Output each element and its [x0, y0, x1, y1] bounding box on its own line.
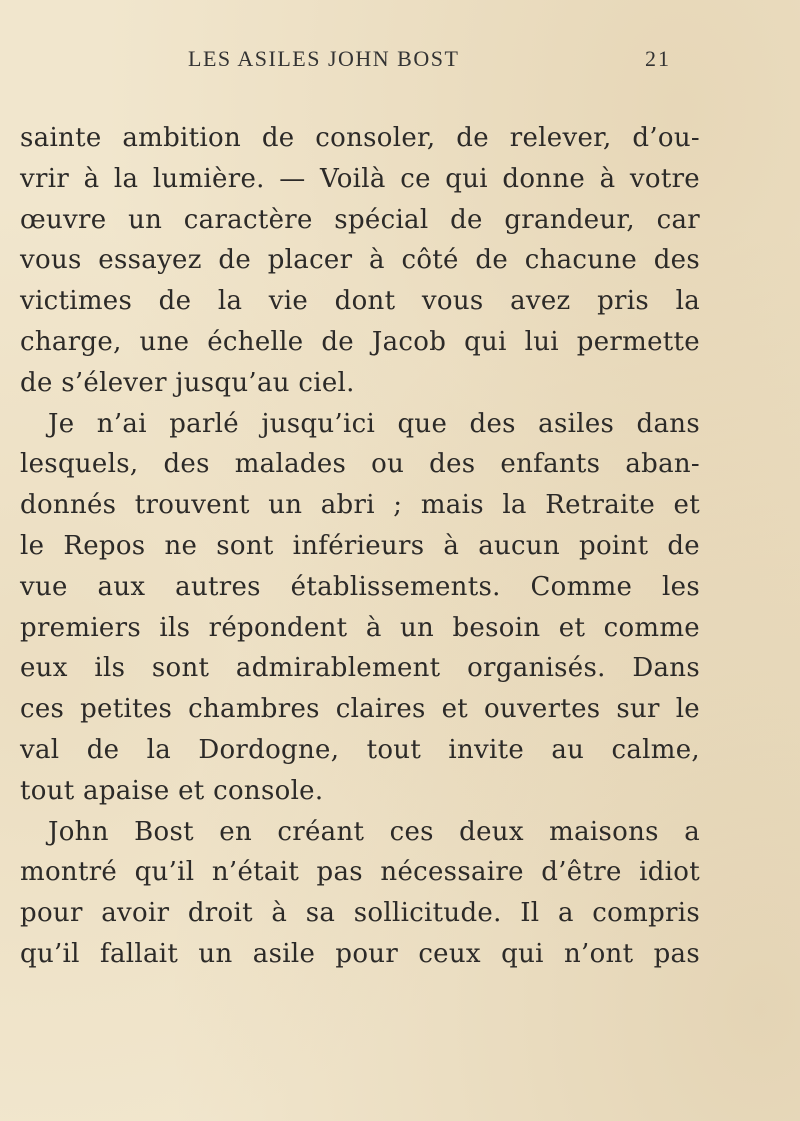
- text-line: vue aux autres établissements. Comme les: [20, 571, 700, 602]
- text-line: ces petites chambres claires et ouvertes sur le: [20, 694, 700, 725]
- text-line: montré qu’il n’était pas nécessaire d’être idiot: [20, 857, 700, 888]
- text-line: vous essayez de placer à côté de chacune des: [20, 245, 700, 276]
- running-title: LES ASILES JOHN BOST: [188, 46, 460, 71]
- text-line: eux ils sont admirablement organisés. Dans: [20, 653, 700, 684]
- text-line: de s’élever jusqu’au ciel.: [20, 367, 355, 398]
- text-line: qu’il fallait un asile pour ceux qui n’ont pas: [20, 938, 700, 969]
- text-line: donnés trouvent un abri ; mais la Retraite et: [20, 490, 700, 521]
- text-line: tout apaise et console.: [20, 775, 324, 806]
- page-header: [0, 46, 800, 78]
- text-line: lesquels, des malades ou des enfants aban-: [20, 449, 700, 480]
- text-line: Je n’ai parlé jusqu’ici que des asiles dans: [48, 408, 700, 439]
- text-line: val de la Dordogne, tout invite au calme,: [20, 734, 700, 765]
- text-line: charge, une échelle de Jacob qui lui permette: [20, 326, 700, 357]
- text-line: sainte ambition de consoler, de relever, d’ou-: [20, 123, 700, 153]
- text-line: pour avoir droit à sa sollicitude. Il a compris: [20, 898, 700, 929]
- text-line: victimes de la vie dont vous avez pris la: [20, 286, 700, 317]
- text-line: John Bost en créant ces deux maisons a: [48, 816, 700, 847]
- text-line: le Repos ne sont inférieurs à aucun point de: [20, 530, 700, 561]
- text-line: œuvre un caractère spécial de grandeur, car: [20, 204, 700, 235]
- body-text: [20, 118, 700, 975]
- text-line: premiers ils répondent à un besoin et comme: [20, 612, 700, 643]
- page-number: 21: [645, 46, 671, 71]
- text-line: vrir à la lumière. — Voilà ce qui donne à votre: [20, 163, 700, 194]
